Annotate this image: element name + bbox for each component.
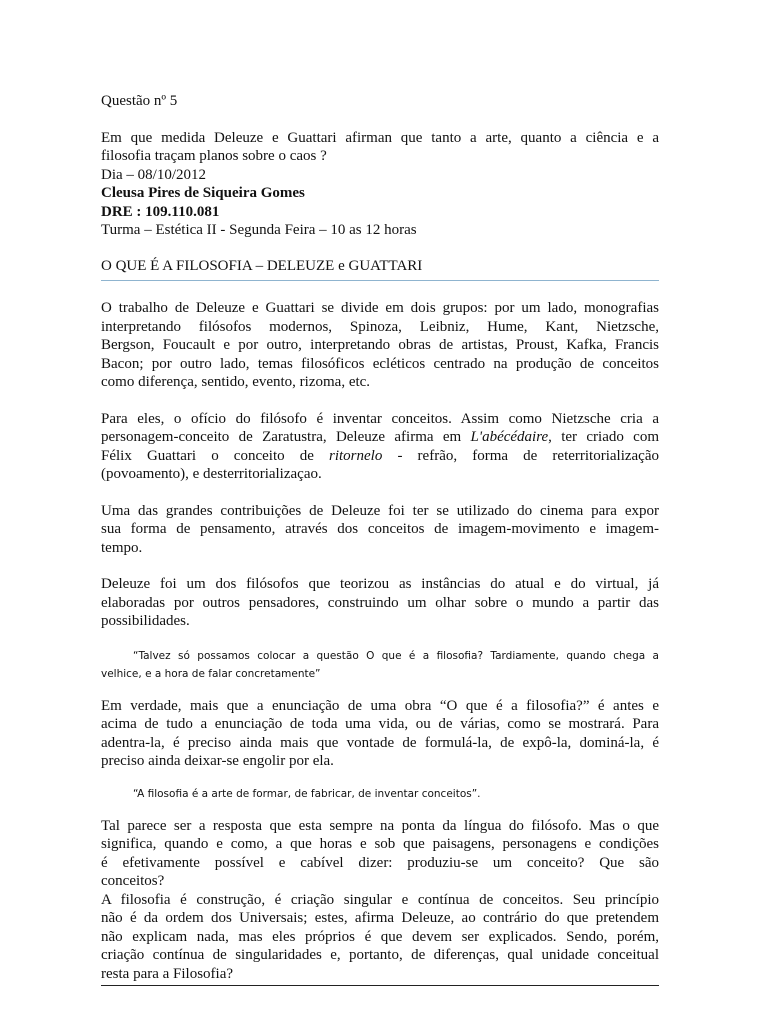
text-run: personagem-conceito de Zaratustra, Deleuze afirma em [101, 429, 471, 445]
paragraph-3 [101, 502, 659, 558]
paragraph-line: adentra-la, é preciso ainda mais que vontade de formulá-la, de expô-la, dominá-la, é [101, 734, 659, 751]
paragraph-line: A filosofia é construção, é criação singular e contínua de conceitos. Seu princípio [101, 891, 659, 908]
paragraph-line: interpretando filósofos modernos, Spinoza, Leibniz, Hume, Kant, Nietzsche, [101, 318, 659, 335]
text-run: Félix Guattari o conceito de [101, 447, 329, 464]
paragraph-line: possibilidades. [101, 613, 190, 629]
paragraph-6 [101, 817, 659, 891]
paragraph-line: Uma das grandes contribuições de Deleuze foi ter se utilizado do cinema para expor [101, 502, 659, 519]
question-prompt-line: Em que medida Deleuze e Guattari afirman que tanto a arte, quanto a ciência e a [101, 129, 659, 146]
spacer [101, 557, 659, 575]
spacer [101, 803, 659, 817]
paragraph-line: acima de tudo a enunciação de toda uma vida, ou de várias, como se mostrará. Para [101, 716, 659, 732]
paragraph-line: Bacon; por outro lado, temas filosóficos ecléticos centrado na produção de conceitos [101, 355, 659, 372]
paragraph-line: elaboradas por outros pensadores, construindo um olhar sobre o mundo a partir das [101, 594, 659, 611]
document-page [101, 92, 659, 986]
paragraph-line: O trabalho de Deleuze e Guattari se divide em dois grupos: por um lado, monografias [101, 300, 659, 316]
paragraph-line: tempo. [101, 539, 143, 556]
spacer [101, 683, 659, 697]
paragraph-5 [101, 697, 659, 771]
paragraph-line: Para eles, o ofício do filósofo é inventar conceitos. Assim como Nietzsche cria a [101, 410, 659, 427]
author-name: Cleusa Pires de Siqueira Gomes [101, 185, 305, 201]
italic-term: ritornelo [329, 447, 383, 464]
block-quote-2: “A filosofia é a arte de formar, de fabricar, de inventar conceitos”. [133, 787, 481, 800]
paragraph-line: como diferença, sentido, evento, rizoma, etc. [101, 374, 371, 390]
paragraph-1 [101, 299, 659, 392]
paragraph-line: não é da ordem dos Universais; estes, afirma Deleuze, ao contrário do que pretendem [101, 910, 659, 926]
spacer [101, 392, 659, 410]
spacer [101, 281, 659, 299]
paragraph-4 [101, 575, 659, 631]
paragraph-7 [101, 891, 659, 984]
section-title: O QUE É A FILOSOFIA – DELEUZE e GUATTARI [101, 257, 659, 282]
paragraph-line: resta para a Filosofia? [101, 965, 234, 982]
document-header [101, 92, 659, 240]
paragraph-line: sua forma de pensamento, através dos conceitos de imagem-movimento e imagem- [101, 521, 659, 537]
paragraph-line: criação contínua de singularidades e, portanto, de diferenças, qual unidade conceitual [101, 947, 659, 963]
dre-number: DRE : 109.110.081 [101, 203, 220, 220]
question-prompt [101, 129, 659, 166]
quote-line: velhice, e a hora de falar concretamente” [101, 667, 321, 680]
paragraph-line: conceitos? [101, 873, 165, 889]
quote-line: “Talvez só possamos colocar a questão O que é a filosofia? Tardiamente, quando chega a [133, 649, 659, 662]
paragraph-line: Tal parece ser a resposta que esta sempre na ponta da língua do filósofo. Mas o que [101, 817, 659, 834]
date-line: Dia – 08/10/2012 [101, 166, 206, 183]
text-run: - refrão, forma de reterritorialização [382, 447, 659, 464]
paragraph-line: (povoamento), e desterritorializaçao. [101, 466, 322, 482]
paragraph-line: Deleuze foi um dos filósofos que teorizou as instâncias do atual e do virtual, já [101, 576, 659, 592]
paragraph-line: é efetivamente possível e cabível dizer: produziu-se um conceito? Que são [101, 854, 659, 871]
question-number: Questão nº 5 [101, 93, 178, 109]
paragraph-line: Bergson, Foucault e por outro, interpretando obras de artistas, Proust, Kafka, Francis [101, 337, 659, 353]
paragraph-line: preciso ainda deixar-se engolir por ela. [101, 753, 334, 769]
spacer [101, 484, 659, 502]
paragraph-2 [101, 410, 659, 484]
bottom-divider [101, 985, 659, 986]
spacer [101, 631, 659, 647]
class-info: Turma – Estética II - Segunda Feira – 10 as 12 horas [101, 222, 417, 238]
text-run: , ter criado com [548, 429, 659, 445]
paragraph-line [101, 447, 659, 466]
paragraph-line [101, 428, 659, 447]
paragraph-line: Em verdade, mais que a enunciação de uma obra “O que é a filosofia?” é antes e [101, 697, 659, 714]
italic-title: L'abécédaire [470, 429, 549, 445]
paragraph-line: não explicam nada, mas eles próprios é que devem ser explicados. Sendo, porém, [101, 928, 659, 945]
question-prompt-line: filosofia traçam planos sobre o caos ? [101, 148, 327, 164]
paragraph-line: significa, quando e como, a que horas e sob que paisagens, personagens e condições [101, 836, 659, 852]
spacer [101, 771, 659, 785]
block-quote-1 [101, 647, 659, 683]
